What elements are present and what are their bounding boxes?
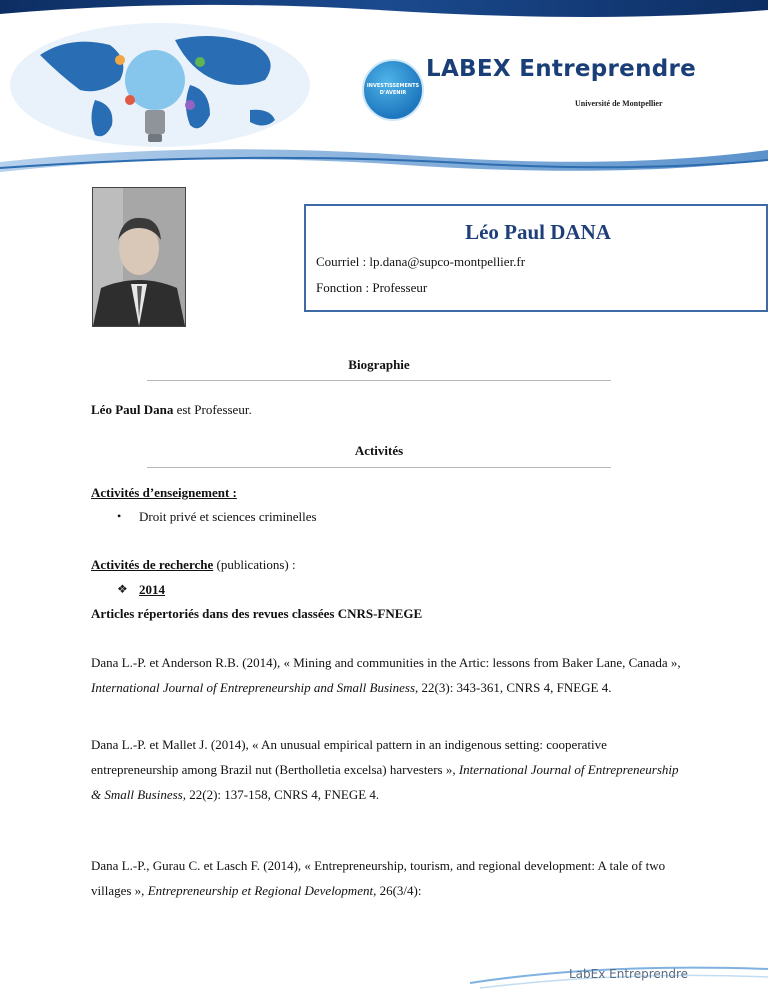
reference-authors-title: Dana L.-P. et Mallet J. (2014), « An unusual empirical pattern in an indigenous setting: cooperative entrepreneurship among Brazil nut (Bertholletia excelsa) harvesters », [91, 737, 607, 777]
teaching-item: Droit privé et sciences criminelles [139, 509, 317, 524]
biography-rest: est Professeur. [173, 402, 252, 417]
reference-authors-title: Dana L.-P., Gurau C. et Lasch F. (2014), « Entrepreneurship, tourism, and regional development: A tale of two villages », [91, 858, 666, 898]
profile-email: Courriel : lp.dana@supco-montpellier.fr [316, 254, 526, 269]
reference-item [91, 853, 691, 903]
reference-authors-title: Dana L.-P. et Anderson R.B. (2014), « Mining and communities in the Artic: lessons from Baker Lane, Canada », [91, 655, 681, 670]
badge-text-bottom: D'AVENIR [379, 90, 407, 96]
footer-logo: LabEx Entreprendre [569, 967, 689, 981]
profile-function: Fonction : Professeur [316, 280, 428, 295]
investissements-avenir-badge [362, 59, 424, 121]
reference-details: 22(3): 343-361, CNRS 4, FNEGE 4. [418, 680, 612, 695]
research-category: Articles répertoriés dans des revues classées CNRS-FNEGE [91, 606, 423, 621]
page-header [0, 0, 768, 175]
research-heading-suffix: (publications) : [213, 557, 296, 572]
research-heading-line [91, 557, 296, 573]
activities-title: Activités [354, 443, 404, 458]
reference-details: , 26(3/4): [373, 883, 422, 898]
profile-name: Léo Paul DANA [465, 220, 611, 244]
profile-card [304, 204, 768, 312]
reference-details: 22(2): 137-158, CNRS 4, FNEGE 4. [185, 787, 380, 802]
research-year: 2014 [139, 582, 165, 597]
reference-item [91, 650, 691, 700]
reference-journal: International Journal of Entrepreneurship & Small Business, [91, 762, 679, 802]
profile-photo [92, 187, 186, 327]
research-heading: Activités de recherche [91, 557, 214, 572]
bullet-icon: • [117, 509, 122, 523]
activities-divider [147, 467, 611, 468]
biography-text [91, 402, 252, 418]
reference-item [91, 732, 691, 807]
biography-title: Biographie [348, 357, 410, 372]
reference-journal: Entrepreneurship et Regional Development [147, 883, 374, 898]
diamond-bullet-icon: ❖ [117, 582, 128, 596]
labex-logo-subtitle: Université de Montpellier [575, 99, 663, 108]
teaching-heading: Activités d’enseignement : [91, 485, 237, 500]
biography-divider [147, 380, 611, 381]
labex-logo-title: LABEX Entreprendre [426, 56, 697, 82]
biography-name: Léo Paul Dana [91, 402, 174, 417]
portrait-image [93, 188, 185, 326]
badge-text-top: INVESTISSEMENTS [366, 83, 420, 89]
world-map-illustration [10, 23, 310, 147]
reference-journal: International Journal of Entrepreneurship and Small Business, [91, 680, 419, 695]
